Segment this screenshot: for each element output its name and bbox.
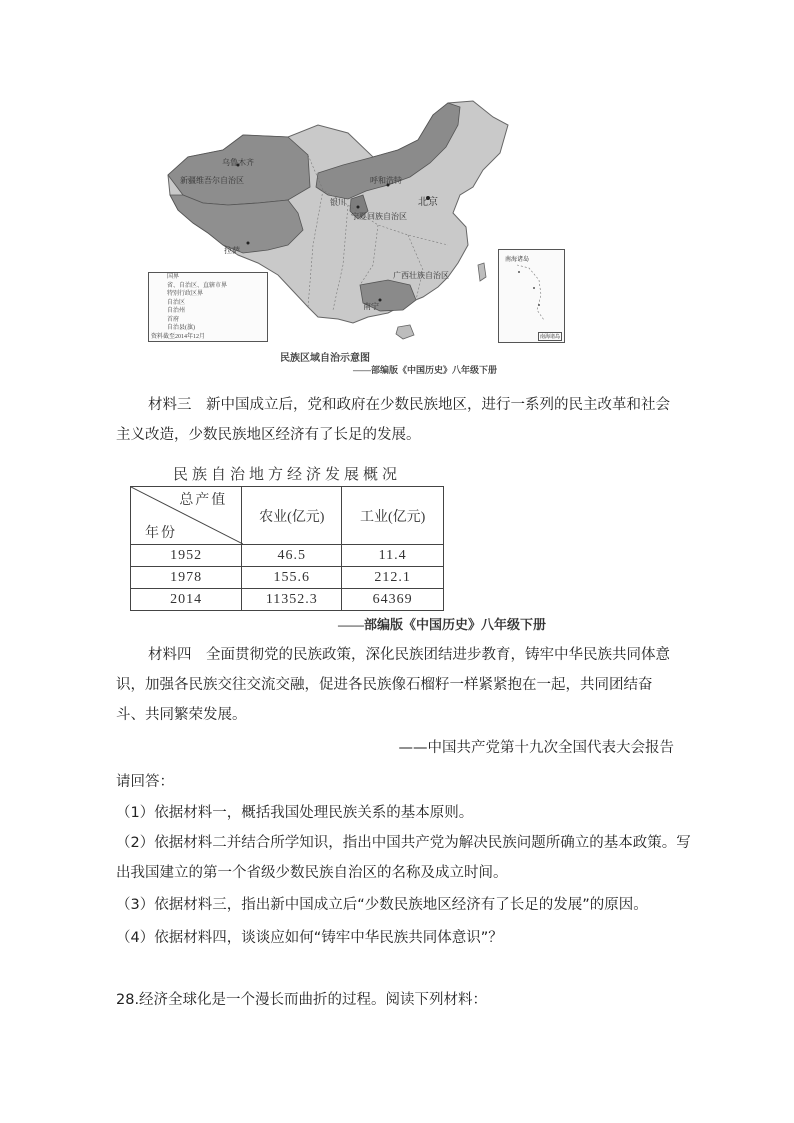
- economic-table-section: [128, 463, 547, 635]
- cell-year: 1978: [131, 567, 242, 589]
- cell-industry: 64369: [342, 589, 444, 611]
- legend-item: 首府: [167, 316, 180, 323]
- question-3: （3）依据材料三，指出新中国成立后“少数民族地区经济有了长足的发展”的原因。: [116, 897, 648, 913]
- question-28-intro: 28.经济全球化是一个漫长而曲折的过程。阅读下列材料：: [116, 992, 488, 1008]
- map-label-hohhot: 呼和浩特: [370, 176, 402, 185]
- material-four-source: ——中国共产党第十九次全国代表大会报告: [398, 740, 674, 756]
- inset-title: 南海诸岛: [505, 257, 530, 263]
- map-source: ——部编版《中国历史》八年级下册: [353, 365, 498, 375]
- material-four-paragraph: 材料四 全面贯彻党的民族政策，深化民族团结进步教育，铸牢中华民族共同体意识，加强各民族交往交流交融，促进各民族像石榴籽一样紧紧抱在一起，共同团结奋斗、共同繁荣发展。: [116, 647, 670, 723]
- table-row: [131, 589, 444, 611]
- question-2-line-2: 出我国建立的第一个省级少数民族自治区的名称及成立时间。: [116, 865, 508, 881]
- cell-year: 1952: [131, 545, 242, 567]
- legend-item: 自治县(旗): [167, 325, 195, 331]
- legend-item: 国界: [167, 274, 180, 280]
- question-4: （4）依据材料四，谈谈应如何“铸牢中华民族共同体意识”？: [116, 930, 503, 946]
- map-legend: [148, 272, 268, 342]
- cell-agriculture: 46.5: [242, 545, 342, 567]
- table-corner-header: [131, 487, 242, 545]
- ethnic-autonomy-map: [148, 95, 568, 375]
- table-row: [131, 545, 444, 567]
- legend-item: 省、自治区、直辖市界: [167, 282, 228, 289]
- map-label-guangxi: 广西壮族自治区: [393, 271, 449, 280]
- map-title: 民族区域自治示意图: [280, 353, 370, 364]
- economic-development-table: [130, 486, 444, 611]
- questions-prompt: 请回答：: [116, 774, 174, 790]
- question-2-line-1: （2）依据材料二并结合所学知识，指出中国共产党为解决民族问题所确立的基本政策。写: [116, 835, 691, 851]
- column-header-agriculture: 农业(亿元): [242, 487, 342, 545]
- south-china-sea-inset: [498, 249, 565, 343]
- table-source: ——部编版《中国历史》八年级下册: [338, 617, 547, 632]
- header-year: 年份: [145, 526, 177, 541]
- column-header-industry: 工业(亿元): [342, 487, 444, 545]
- question-1: （1）依据材料一，概括我国处理民族关系的基本原则。: [116, 805, 474, 821]
- legend-note: 资料截至2014年12月: [151, 333, 206, 340]
- cell-industry: 11.4: [342, 545, 444, 567]
- material-three-paragraph: 材料三 新中国成立后，党和政府在少数民族地区，进行一系列的民主改革和社会主义改造，少数民族地区经济有了长足的发展。: [116, 397, 670, 443]
- table-title: 民族自治地方经济发展概况: [172, 467, 401, 483]
- map-label-ningxia: 宁夏回族自治区: [351, 212, 407, 221]
- legend-item: 自治区: [167, 299, 186, 306]
- cell-agriculture: 155.6: [242, 567, 342, 589]
- cell-industry: 212.1: [342, 567, 444, 589]
- map-label-beijing: 北京: [418, 197, 438, 208]
- inset-islands-drawing: [499, 260, 564, 330]
- header-total-output: 总产值: [179, 493, 228, 508]
- cell-year: 2014: [131, 589, 242, 611]
- inset-footer: 南海诸岛: [538, 332, 562, 341]
- map-label-xinjiang: 新疆维吾尔自治区: [180, 176, 244, 185]
- map-label-nanning: 南宁: [363, 302, 379, 311]
- map-label-lhasa: 拉萨: [224, 246, 240, 255]
- cell-agriculture: 11352.3: [242, 589, 342, 611]
- map-label-urumqi: 乌鲁木齐: [222, 158, 254, 167]
- legend-item: 自治州: [167, 308, 186, 314]
- map-label-yinchuan: 银川: [330, 198, 346, 207]
- legend-item: 特别行政区界: [167, 291, 204, 297]
- table-row: [131, 567, 444, 589]
